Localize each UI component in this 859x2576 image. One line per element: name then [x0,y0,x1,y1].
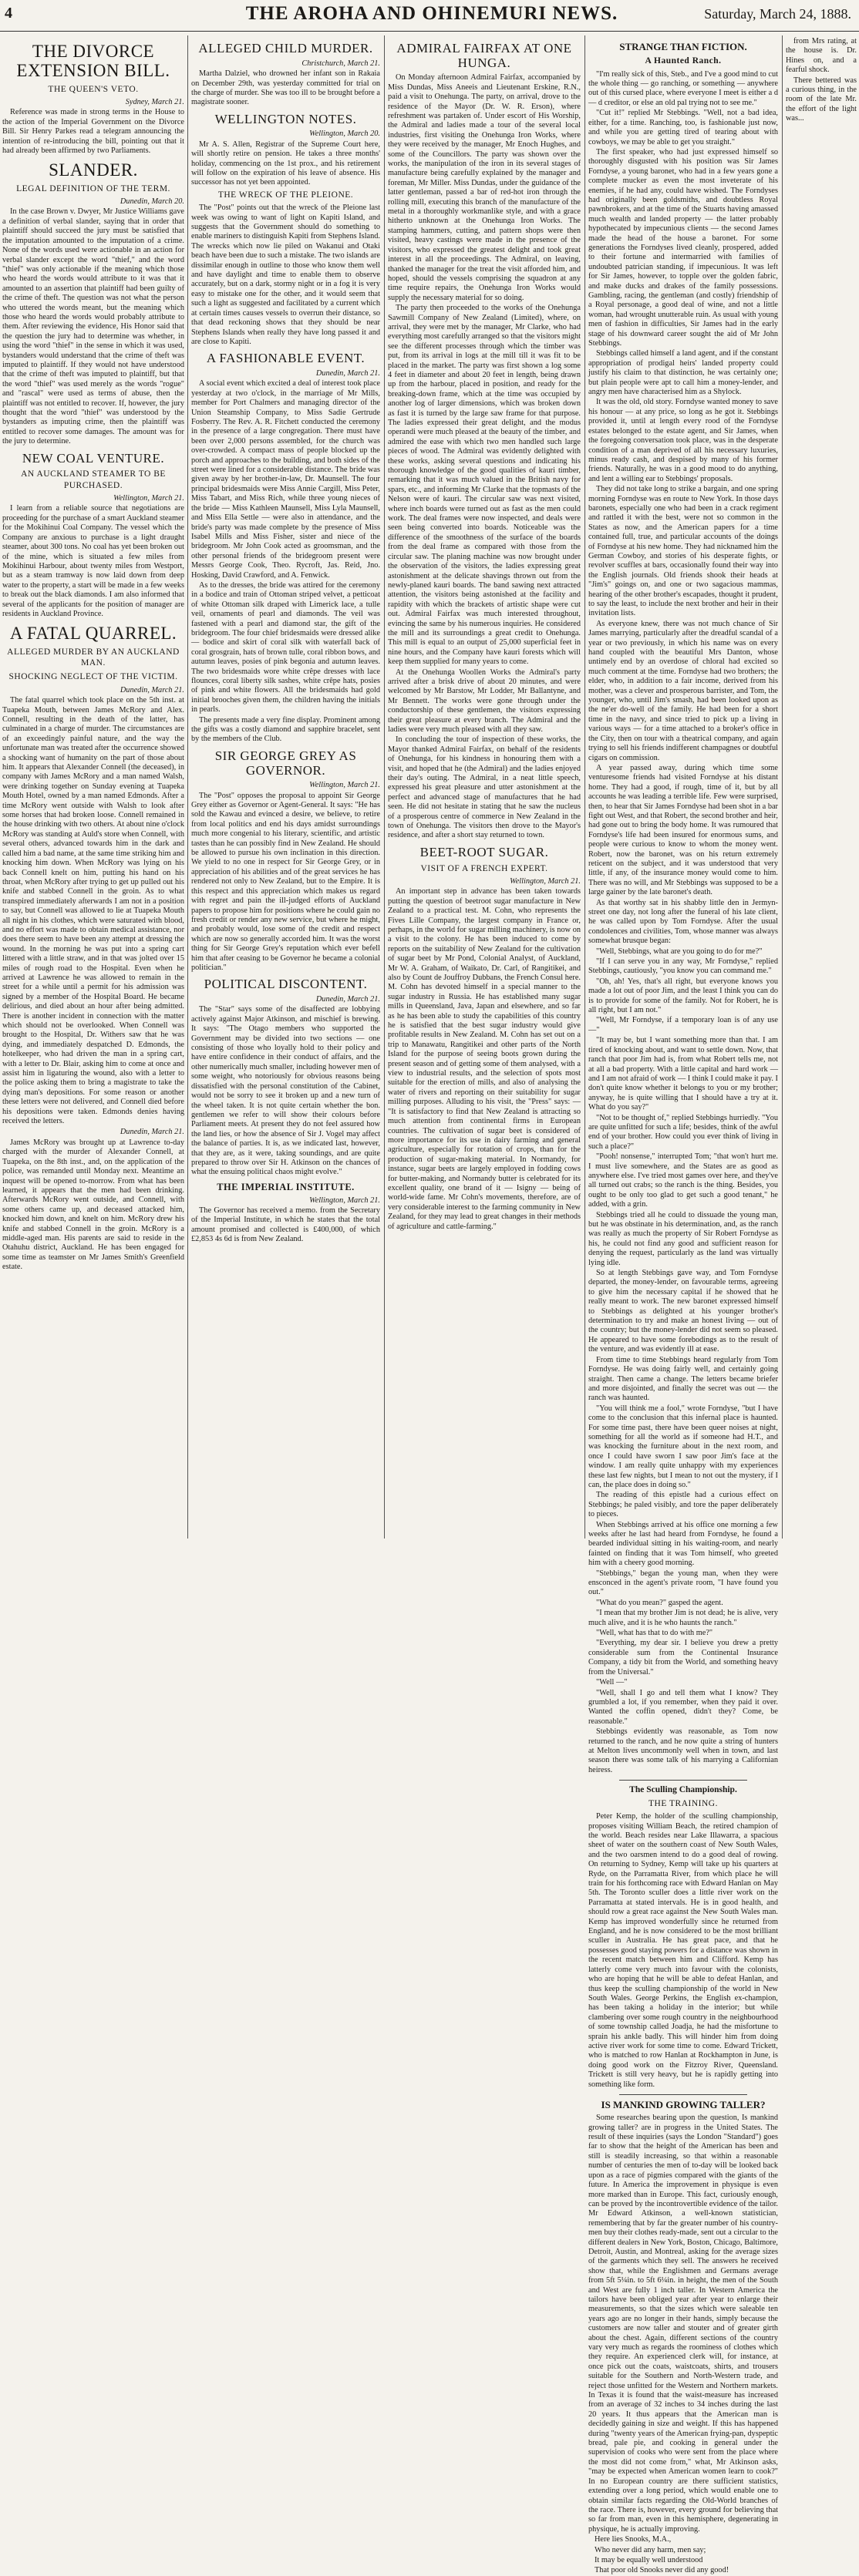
article-paragraph: Stebbings evidently was reasonable, as Tom now returned to the ranch, and he now quite a string of hunters at Melton lives uncommonly well when in town, and last season there was some talk of his marrying a Californian heiress. [588,1727,778,1774]
dateline: Dunedin, March 21. [120,685,184,694]
dateline: Dunedin, March 21. [315,369,380,378]
dateline: Wellington, March 21. [309,781,380,790]
article-paragraph: "Well, Mr Forndyse, if a temporary loan is of any use —" [588,1016,778,1034]
article-paragraph: On Monday afternoon Admiral Fairfax, accompanied by Miss Dundas, Miss Aneeis and Lieutenant Erskine, R.N., paid a visit to Onehunga. The party, on arrival, drove to the residence of the Mayor (Dr. W. R. Erson), where refreshment was partaken of. Under escort of His Worship, the Admiral and ladies made a tour of the several local industries, first visiting the Onehunga Iron Works, where they were received by the manager, Mr Enoch Hughes, and some of the Councillors. The party was shown over the works, the manipulation of the iron in its several stages of manufacture being carefully explained by the manager and foreman, Mr Miller. Miss Dundas, under the guidance of the latter gentleman, passed a bar of red-hot iron through the rolling mill, executing this branch of the manufacture of the metal in a thoroughly workmanlike style, and with a grace hitherto unknown at the Onehunga Iron Works. The stamping hammers, cutting, and pattern shops were then visited, heavy castings were made in the presence of the visitors, who expressed the greatest delight and took great interest in all the proceedings. The Admiral, on leaving, thanked the manager for the treat the visit afforded him, and hoped, should the vessels comprising the squadron at any time require repairs, the Onehunga Iron Works would supply the necessary material for so doing. [388,73,581,302]
article-paragraph: "Well, Stebbings, what are you going to do for me?" [596,947,763,956]
dateline: Wellington, March 21. [309,1196,380,1205]
article-paragraph: "Oh, ah! Yes, that's all right, but everyone knows you made a lot out of poor Jim, and the least I think you can do is to provide for some of the family. Not for Robert, he is all right, but I am not." [588,977,778,1015]
article-paragraph: The fatal quarrel which took place on the 5th inst. at Tuapeka Mouth, between James McRory and Alex. Connell, resulting in the death of the latter, has culminated in a charge of murder. The circumstances are of an exceedingly painful nature, and the way the unfortunate man was treated after the occurrence showed a shocking want of humanity on the part of those about him. It appears that Alexander Connell (the deceased), in company with James McRory and a man named Walsh, were drinking together on Sunday evening at Tuapeka Mouth Hotel, owned by a man named Edmonds. After a time McRory went outside with Walsh to look after some horses that had broken loose. Connell remained in the house drinking with two others. At about nine o'clock McRory was standing at Auld's store when Connell, with several others, advanced towards him in the dark and called him a bad name, at the same time striking him and knocking him down. When McRory was lying on his back Connell knelt on him, putting his hand on his throat, when McRory after trying to get up pulled out his knife and stabbed Connell in the groin. As to what transpired immediately afterwards I am not in a position to say, but Connell was allowed to lie at Tuapeka Mouth all night in his clothes, which were saturated with blood, and no effort was made to obtain medical assistance, nor does there seem to have been any attempt at dressing the wound. In the morning he was put into a spring cart littered with a little straw, and in that was jolted over 15 miles of rough road to the Hospital. Even when he arrived at Lawrence he was allowed to remain in the street for a while until a permit for his admission was signed by a member of the Hospital Board. He became delirious, and died about an hour after being admitted. There is another incident in connection with the matter which should not be overlooked. When Connell was brought to the Hospital, Dr. Withers saw that he was dying, and immediately despatched D. Edmonds, the hotelkeeper, who had driven the man in a spring cart, with a letter to Dr. Blair, asking him to come at once and assist him in ligaturing the wound, also with a letter to the police asking them to bring a magistrate to take the dying man's depositions. For some reason or another these letters were not delivered, and Connell died before his depositions were taken. Edmonds denies having received the letters. [2,696,184,1126]
dateline: Dunedin, March 21. [315,995,380,1004]
dateline: Wellington, March 21. [510,876,581,886]
article-paragraph: "If I can serve you in any way, Mr Forndyse," replied Stebbings, cautiously, "you know you can command me." [588,957,778,976]
article-paragraph: When Stebbings arrived at his office one morning a few weeks after he last had heard from Forndyse, he found a bearded individual sitting in his waiting-room, and nearly fainted on finding that it was Tom himself, who greeted him with a cheery good morning. [588,1520,778,1568]
article-headline: SLANDER. [49,160,138,180]
article-paragraph: As that worthy sat in his shabby little den in Jermyn-street one day, not long after the funeral of his late client, he was called upon by Tom Forndyse. After the usual condolences and civilities, Tom, whose manner was always somewhat brusque began: [588,898,778,946]
article-divider [619,1780,747,1781]
article-paragraph: "What do you mean?" gasped the agent. [596,1598,723,1607]
article-paragraph: The presents made a very fine display. Prominent among the gifts was a costly diamond and sapphire bracelet, sent by the members of the Club. [191,715,380,744]
verse-line: It may be equally well understood [595,2555,703,2564]
article-paragraph: As everyone knew, there was not much chance of Sir James marrying, particularly after the dreadful scandal of a year or two previously, in which his name was on every hand coupled with the beautiful Mrs Danton, whose untimely end by an overdose of chloral had excited so much comment at the time. Forndyse had two brothers; the elder, who, in addition to a fair income, derived from his mother, was a clever and prosperous barrister, and Tom, the younger, who, until Jim's smash, had been looked upon as the ne'er do-well of the family. He had been for a short time in the navy, and since tried to pick up a living in various ways — for a time attached to a broker's office in the City, then on tour with a theatrical company, and again trying to sell his friends indifferent champagnes or doubtful cigars on commission. [588,619,778,762]
article-paragraph: In concluding the tour of inspection of these works, the Mayor thanked Admiral Fairfax, on behalf of the residents of Onehunga, for his kindness in honouring them with a visit, and hoped that he (the Admiral) and the ladies enjoyed their day's outing. The Admiral, in a neat little speech, expressed his great pleasure and utter astonishment at the perfect and advanced stage of manufactures that he had seen. He did not hesitate in stating that he saw the nucleus of a prosperous centre of commerce in New Zealand in the town of Onehunga. The visitors then drove to the Mayor's residence, and after a short stay returned to town. [388,735,581,840]
article-paragraph: The first speaker, who had just expressed himself so thoroughly disgusted with his position was Sir James Forndyse, a young baronet, who had in a few years gone a complete mucker as even the most inveterate of his enemies, if he had any, could have wished. The Forndyses had originally been goldsmiths, and doubtless Royal pawnbrokers, and at the time of the Stuarts having amassed much wealth and landed property — the latter probably hypothecated by impecunious clients — the second James made the head of the house a baronet. For some generations the Forndyses lived cleanly, prospered, added to their fortune and intermarried with families of undoubted patrician standing, if impecunious. It was left for Sir James, however, to topple over the golden fabric, and make ducks and drakes of the family possessions. Gambling, racing, the gentleman (and costly) friendship of a Royal personage, a good deal of wine, and not a little woman, had wrought unutterable ruin. As usual with young men of fashion in difficulties, Sir James had in the early stage of his downward career sought the aid of Mr John Stebbings. [588,147,778,348]
article-headline: A FATAL QUARREL. [9,624,177,644]
article-paragraph: Peter Kemp, the holder of the sculling championship, proposes visiting William Beach, the retired champion of the world. Beach resides near Lake Illawarra, a spacious sheet of water on the southern coast of New South Wales, and the two oarsmen intend to do a good deal of rowing. On returning to Sydney, Kemp will take up his quarters at Ryde, on the Parramatta River, from which place he will train for his forthcoming race with Edward Hanlan on May 5th. The Toronto sculler does a little river work on the Parramatta at stated intervals. He is in good health, and should row a great race against the New South Wales man. Kemp has improved wonderfully since he returned from England, and he is now considered to be the most brilliant sculler in Australia. He has great pace, and that he possesses good staying powers for a distance was shown in the recent match between him and Clifford. Kemp has latterly come very much into favour with the colonists, who are hoping that he will be able to defeat Hanlan, and thus keep the sculling championship of the world in New South Wales. George Perkins, the English ex-champion, has been taking a holiday in the interior; but while clambering over some rough country in the neighbourhood of some township called Joadja, he had the misfortune to sprain his ankle badly. This will hinder him from doing active river work for some time to come. Edward Trickett, who is matched to row Hanlan at Rockhampton in June, is doing good work on the Fitzroy River, Queensland. Trickett is still very heavy, but he is rapidly getting into something like form. [588,1812,778,2089]
article-paragraph: A social event which excited a deal of interest took place yesterday at two o'clock, in the marriage of Mr Mills, member for Port Chalmers and managing director of the Union Steamship Company, to Miss Sadie Gertrude Fosberry. The Rev. A. R. Fitchett conducted the ceremony in the presence of a large congregation. There must have been over 2,000 persons assembled, for the church was over-crowded. A compact mass of people blocked up the porch and approaches to the building, and both sides of the street were lined for a considerable distance. The bride was given away by her brother-in-law, Dr. Maunsell. The four principal bridesmaids were Miss Annie Cargill, Miss Peter, Miss Tabart, and Miss Rich, while three young nieces of the bride — Miss Kathleen Maunsell, Miss Lyla Maunsell, and Miss Ella Settle — were also in attendance, and the bride's party was made complete by the presence of Miss Isabel Mills and Miss Fisher, sister and niece of the bridegroom. Mr John Cook acted as groomsman, and the other personal friends of the bridegroom present were Messrs George Cook, Theo. Rycroft, Jas. Reid, Jno. Hosking, David Crawford, and A. Fenwick. [191,379,380,580]
dateline: Wellington, March 21. [113,494,184,503]
article-paragraph: The reading of this epistle had a curious effect on Stebbings; he paled visibly, and tore the paper deliberately to pieces. [588,1491,778,1519]
article-paragraph: "Well, what has that to do with me?" [596,1629,713,1638]
article-paragraph: from Mrs rating, at the house is. Dr. Hines on, and a fearful shock. [786,37,857,75]
article-paragraph: "Not to be thought of," replied Stebbings hurriedly. "You are quite unfitted for such a life; besides, think of the awful end of your brother. How could you ever think of living in such a place?" [588,1113,778,1151]
dateline: Sydney, March 21. [125,97,184,106]
article-paragraph: There bettered was a curious thing, in the room of the late Mr. the effort of the light was... [786,76,857,123]
article-paragraph: So at length Stebbings gave way, and Tom Forndyse departed, the money-lender, on favourable terms, agreeing to give him the necessary capital if he showed that he really meant to work. The new baronet expressed himself to Stebbings as delighted at his younger brother's determination to try and make an honest living — out of the country; but the money-lender did not seem so pleased. He appeared to have some forebodings as to the result of the venture, and was evidently ill at ease. [588,1269,778,1354]
article-subheading: AN AUCKLAND STEAMER TO BE PURCHASED. [21,469,166,490]
article-paragraph: "Pooh! nonsense," interrupted Tom; "that won't hurt me. I must live somewhere, and the States are as good as anywhere else. I've tried most games over here, and they've all turned out crabs; so the ranch is the thing. Besides, you ought to be only too glad to get such a good tenant," he added, with a grin. [588,1152,778,1209]
article-headline: THE DIVORCE EXTENSION BILL. [16,42,170,81]
article-headline: IS MANKIND GROWING TALLER? [601,2098,766,2110]
article-paragraph: The "Post" points out that the wreck of the Pleione last week was owing to want of light on Kapiti Island, and suggests that the Government should do something to enable mariners to distinguish Kapiti from Stephens Island. The wrecks which now lie piled on Wakanui and Otaki beach have been due to such a mistake. The two islands are dissimilar enough in outline to those who know them well and have daylight and time to enable them to observe accurately, but on a dark, stormy night or in a fog it is very easy to mistake one for the other, and it would seem that such a light as suggested and facilitated by a current which at certain times causes vessels to overrun their distance, so that dead reckoning shows that they should be near Stephens Islands when really they have long passed it and are close to Kapiti. [191,203,380,346]
dateline: Wellington, March 20. [309,129,380,139]
article-paragraph: "Well —" [596,1678,628,1687]
article-headline: WELLINGTON NOTES. [214,111,357,126]
article-divider [619,2094,747,2095]
article-paragraph: Reference was made in strong terms in the House to the action of the Imperial Government on the Divorce Bill. Sir Henry Parkes read a telegram announcing the intention of re-introducing the bill, pointing out that it had already been affirmed by two Parliaments. [2,108,184,155]
article-headline: The Sculling Championship. [629,1785,737,1795]
article-headline: SIR GEORGE GREY AS GOVERNOR. [214,748,357,778]
verse-line: Who never did any harm, men say; [595,2545,706,2554]
article-paragraph: From time to time Stebbings heard regularly from Tom Forndyse. He was doing fairly well, and certainly going straight. Then came a change. The letters became briefer and more disjointed, and finally the secret was out — the ranch was haunted. [588,1355,778,1403]
article-paragraph: "I mean that my brother Jim is not dead; he is alive, very much alive, and it is he who haunts the ranch." [588,1609,778,1627]
article-paragraph: They did not take long to strike a bargain, and one spring morning Forndyse was en route to New York. In those days baronets, especially one who had been in a crack regiment and rattled it with the best, were not so common in the States as now, and the American papers for a time contained full, true, and particular accounts of the doings of Forndyse at his new home. They had nicknamed him the German Cowboy, and stories of his desperate fights, or revolver scuffles at bars, occasionally found their way into the English journals. Old friends shook their heads at "Jim's" goings on, and one or two sagacious mammas, hearing of the other brother's escapades, thought it prudent, to say the least, to include the next brother and heir in their invitation lists. [588,485,778,618]
column-1 [2,37,184,1539]
article-paragraph: The "Star" says some of the disaffected are lobbying actively against Major Atkinson, and mischief is brewing. It says: "The Otago members who supported the Government may be divided into two sections — one consisting of those who loyally hold to their policy and have entire confidence in their conduct of affairs, and the other numerically much smaller, including however men of some weight, who notoriously for obvious reasons being dissatisfied with the personal constitution of the Cabinet, would not be sorry to see it broken up and a new turn of the wheel taken. It is not quite certain whether the bon. gentlemen we refer to will show their colours before Parliament meets. At present they do not feel assured how the land lies, or how the absence of Sir J. Vogel may affect the balance of parties. It is, as we indicated last, however, that they are, as it were, taking soundings, and are quite prepared to throw over Sir H. Atkinson on the chances of what the ensuing political chaos might evolve." [191,1005,380,1177]
article-paragraph: "Cut it!" replied Mr Stebbings. "Well, not a bad idea, either, for a time. Ranching, too, is fashionable just now, and while you are getting tired of tearing about with cowboys, we may be able to get you straight." [588,109,778,146]
article-paragraph: At the Onehunga Woollen Works the Admiral's party arrived after a brisk drive of about 20 minutes, and were welcomed by Mr Barstow, Mr Lodder, Mr Ballantyne, and Mr Bennett. The works were gone through under the conductorship of these gentlemen, the visitors expressing their great pleasure at every branch. The Admiral and the ladies were very much pleased with all they saw. [388,668,581,734]
verse-line: That poor old Snooks never did any good! [595,2566,729,2575]
article-paragraph: "Well, shall I go and tell them what I know? They grumbled a lot, if you remember, when they paid it over. Wanted the coffin opened, didn't they? Come, be reasonable." [588,1688,778,1726]
article-subheading: SHOCKING NEGLECT OF THE VICTIM. [8,672,178,682]
article-paragraph: Martha Dalziel, who drowned her infant son in Rakaia on December 29th, was yesterday committed for trial on the charge of murder. She was too ill to be brought before a magistrate sooner. [191,69,380,107]
article-paragraph: It was the old, old story. Forndyse wanted money to save his honour — at any price, so long as he got it. Stebbings provided it, until at length every rood of the Forndyse estates belonged to the estate agent, and Sir James, when the foregoing conversation took place, was in the desperate condition of a man deprived of all his necessary luxuries, minus ready cash, and despised by many of his former friends. Naturally, he was in a good mood to do anything, and lent a willing ear to Stebbings' proposals. [588,398,778,483]
article-paragraph: The "Post" opposes the proposal to appoint Sir George Grey either as Governor or Agent-General. It says: "He has sold the Kawau and evinced a desire, we believe, to retire from local politics and end his days amidst surroundings much more congenial to his literary, scientific, and artistic tastes than he can possibly find in New Zealand. He should be allowed to pursue his own inclination in this direction. We yield to no one in respect for Sir George Grey, or in appreciation of his abilities and of the great services he has rendered not only to New Zealand, but to the Empire. It is this respect and this appreciation which makes us regard with regret and pain the ill-judged efforts of Auckland papers to propose him for positions where he could gain no fresh credit or render any new service, but where he might, and probably would, lose some of the credit and respect which are now so generally accorded him. It was the worst thing for Sir George Grey's reputation which ever befell him that after ceasing to be Governor he became a colonial politician." [191,791,380,972]
article-paragraph: "I'm really sick of this, Steb., and I've a good mind to cut the whole thing — go ranching, or something — anywhere out of this cursed place, where everyone I meet is either a d — d creditor, or else an old pal trying not to see me." [588,69,778,107]
article-headline: POLITICAL DISCONTENT. [204,977,368,992]
page-number: 4 [5,5,12,22]
article-headline: THE IMPERIAL INSTITUTE. [217,1181,355,1192]
article-paragraph: As to the dresses, the bride was attired for the ceremony in a bodice and train of Ottoman striped velvet, a petticoat of white Ottoman silk draped with Limerick lace, a tulle veil, ornaments of pearl and diamonds. The veil was fastened with a pearl and diamond star, the gift of the bridegroom. The four chief bridesmaids were dressed alike — bodice and skirt of coral silk with waterfall back of coral grosgrain, hats of brown tulle, coral ribbon bows, and autumn leaves, posies of pink begonia and autumn leaves. The two bridesmaids wore white crêpe dresses with lace flounces, coral liberty silk sashes, white crêpe hats, posies of pink and white flowers. All the bridesmaids had gold initial brooches given them, the children having the initials in pearls. [191,580,380,715]
article-headline: ALLEGED CHILD MURDER. [198,41,373,55]
dateline: Christchurch, March 21. [301,59,380,68]
article-paragraph: I learn from a reliable source that negotiations are proceeding for the purchase of a smart Auckland steamer for the Mokihinui Coal Company. The vessel which the Company are anxious to purchase is a light draught steamer, about 300 tons. No coal has yet been broken out of the mine, which is situated a few miles from Mokihinui Harbour, about twenty miles from Westport, but as a steam tramway is now laid down from deep water to the property, a start will be made in a few weeks to break out the black diamonds. I am also informed that several of the applicants for the position of manager are residents in Auckland Province. [2,504,184,618]
column-rule [584,35,585,1539]
article-paragraph: Mr A. S. Allen, Registrar of the Supreme Court here, will shortly retire on pension. He takes a three months' holiday, commencing on the 1st prox., and his retirement will follow on the expiration of his leave of absence. His successor has not yet been appointed. [191,140,380,187]
article-paragraph: "Everything, my dear sir. I believe you drew a pretty considerable sum from the Continental Insurance Company, a tidy bit from the World, and something heavy from the Universal." [588,1639,778,1676]
article-headline: STRANGE THAN FICTION. [619,41,747,52]
column-rule [384,35,385,1539]
article-subheading: THE WRECK OF THE PLEIONE. [217,190,354,200]
article-paragraph: In the case Brown v. Dwyer, Mr Justice Williams gave a definition of verbal slander, saying that in order that plaintiff should succeed the jury must be satisfied that the imputation amounted to the imputation of a crime. None of the words used were actionable in an action for verbal slander except the word "thief," and the word "thief" was only actionable if the meaning which those who heard the words would attribute to it was that it amounted to an assertion that plaintiff had been guilty of the crime of theft. The question was not what the person who uttered the words meant, but the meaning which those who heard the words would probably attribute to them. After reviewing the evidence, His Honor said that the question the jury had to determine was whether, in using the word "thief" in the sense in which it was used, bystanders would understand that the crime of theft was imputed to plaintiff. If they would not have understood that the crime of theft was imputed to plaintiff, but that the word "thief" was used merely as the words "rogue" and "rascal" were used as terms of abuse, then the plaintiff was not entitled to recover. If, however, the jury thought that the word "thief" was understood by the bystanders as imputing crime, then the plaintiff was entitled to recover some damages. The amount was for the jury to determine. [2,207,184,446]
dateline: Dunedin, March 21. [120,1128,184,1137]
article-headline: ADMIRAL FAIRFAX AT ONE HUNGA. [396,41,572,70]
issue-date: Saturday, March 24, 1888. [704,6,851,22]
column-rule [782,35,783,1539]
article-paragraph: A year passed away, during which time some venturesome friends had visited Forndyse at his distant home. They had a good, if rough, time of it, but by all accounts he was leading a terrible life. Few were surprised, then, to hear that Sir James Forndyse had been shot in a bar fight out West, and that Robert, the second brother and heir, had gone out to bring the body home. It was rumoured that Forndyse's life had been insured for enormous sums, and people were curious to know to whom the money went. Robert, now the baronet, was on his return extremely reticent on the subject, and it was understood that very little, if any, of the insurance money would come to him. There was no will, and Mr Stebbings was supposed to be a large gainer by the late baronet's death. [588,763,778,897]
article-subheading: A Haunted Ranch. [645,56,722,66]
article-paragraph: Some researches bearing upon the question, Is mankind growing taller? are in progress in the United States. The result of these inquiries (says the London "Standard") goes far to show that the height of the American has been and still is steadily increasing, so that within a reasonable number of centuries the men of to-day will be looked back upon as a race of pigmies compared with the giants of the future. In America the improvement in physique is even more marked than in Europe. This fact, curiously enough, can be proved by the incontrovertible evidence of the tailor. Mr Edward Atkinson, a well-known statistician, remembering that by far the greater number of his country-men buy their clothes ready-made, sent out a circular to the different dealers in New York, Boston, Chicago, Baltimore, Detroit, Austin, and Montreal, asking for the average sizes of the garments which they sell. The answers he received show that, while the Englishmen and Germans average from 5ft 5¼in. to 5ft 6¼in. in height, the men of the South and West are fully 1 inch taller. In Western America the tailors have been obliged year after year to enlarge their measurements, so that the sizes which were saleable ten years ago are no longer in their hands, simply because the customers are now taller and stouter and of greater girth about the chest. Again, different sections of the country vary very much as regards the roominess of clothes which they require. An experienced clerk will, for instance, at once pick out the coats, waistcoats, shirts, and trousers suitable for the Southern and North-Western trade, and reject those unfitted for the Western and Northern markets. In Texas it is found that the waist-measure has increased from an average of 32 inches to 34 inches during the last 20 years. It thus appears that the American man is decidedly gaining in size and weight. If this has happened during "twenty years of the American frying-pan, dyspeptic bread, pale pie, and cooking in general under the supervision of cooks who were sent from the place where the most did not come from," what, Mr Atkinson asks, "may be expected when American women learn to cook?" In no European country are there sufficient statistics, extending over a long period, which would enable one to obtain similar facts regarding the Old-World branches of the race. There is, however, every ground for believing that so far from man, even in this hemisphere, degenerating in physique, he is actually improving. [588,2114,778,2534]
column-5 [786,37,857,1539]
article-headline: NEW COAL VENTURE. [22,450,165,466]
article-paragraph: An important step in advance has been taken towards putting the question of beetroot sugar manufacture in New Zealand to a practical test. M. Cohn, who represents the Fives Lille Company, the largest company in France or, perhaps, in the world for sugar milling machinery, is now on a visit to the colony. He has been induced to come by reports on the suitability of New Zealand for the cultivation of sugar beet by Mr Pond, Colonial Analyst, of Auckland, Mr W. A. Graham, of Waikato, Dr. Carl, of Rangitikei, and also by Count de Jouffroy Dubbans, the French Consul here. M. Cohn has devoted himself in a special manner to the sugar industry in Russia. He has established many sugar mills in Queensland, Java, Japan and elsewhere, and so far as he has been able to study the capabilities of this country he is satisfied that the best sugar industry would give profitable results in New Zealand. M. Cohn has set out on a trip to Manawatu, Rangitikei and other parts of the North Island for the purpose of seeing boots grown during the present season and of getting some of them analysed, with a view to industrial results, and the selection of spots most suitable for the erection of mills, and also of analysing the water of rivers and reporting on their suitability for sugar milling purposes. Alluding to his visit, the "Press" says: — "It is satisfactory to find that New Zealand is attracting so much attention from continental firms in European countries. The cultivation of sugar beet is considered of more importance for its use in dairy farming and general agriculture, especially for rotation of crops, than for the production of sugar-making material. In Normandy, for instance, sugar beets are largely employed in fodding cows for butter-making, and Normandy butter is celebrated for its excellent quality, one brand of it — Isigny — being of world-wide fame. Mr Cohn's movements, therefore, are of very considerable interest to the farming community in New Zealand, for they may lead to great changes in their methods of agriculture and cattle-farming." [388,887,581,1231]
article-paragraph: "You will think me a fool," wrote Forndyse, "but I have come to the conclusion that this infernal place is haunted. For some time past, there have been queer noises at night, something for all the world as if someone had H.T., and was knocking the furniture about in the next room, and once I could have sworn I saw poor Jim's face at the window. I am really quite unhappy with my experiences these last few nights, but I mean to not out the mystery, if I can, the place does in doing so." [588,1404,778,1489]
masthead [0,0,859,32]
article-paragraph: The party then proceeded to the works of the Onehunga Sawmill Company of New Zealand (Limited), where, on arrival, they were met by the manager, Mr Clarke, who had everything most carefully arranged so that the visitors might see the different processes through which the timber was put, from its arrival in logs at the mill till it was fit to be placed in the market. The party was first shown a log some 4 feet in diameter and about 20 feet in length, being drawn up from the harbour, placed in position, and ready for the breaking-down frame, which at the time was occupied by another log of larger dimensions, which was broken down as fast it is turned by the large saw frame for that purpose. The ladies expressed their great delight, and the modus operandi were much pleased at the beauty of the timber, and admired the ease with which two men handled such large pieces of wood. The Admiral was evidently delighted with these works, asking several questions and indicating his thorough knowledge of the good qualities of kauri timber, remarking that it was much valued in the British navy for spars, etc., and informing Mr Clarke that the topmasts of the Nelson were of kauri. The circular saw was next visited, where inch boards were turned out as fast as the men could work. The deal frames were now inspected, and deals were seen being converted into boards. Noticeable was the difference of the smoothness of the surface of the boards from the deal frame as compared with those from the circular saw. The planing machine was now brought under the observation of the visitors, the ladies expressing great astonishment at the delicate shavings thrown out from the newly-planed kauri boards. The band sawing next attracted attention, the visitors being astonished at the facility and rapidity with which the brackets of artistic shape were cut out. Admiral Fairfax was much interested throughout, evincing the same by his numerous inquiries. He considered the mill and its surroundings a great credit to Onehunga. This mill is equal to an output of 25,000 superficial feet in nine hours, and the Company have kauri forests which will keep them supplied for many years to come. [388,304,581,667]
verse-line: Here lies Snooks, M.A., [595,2535,672,2544]
article-paragraph: James McRory was brought up at Lawrence to-day charged with the murder of Alexander Connell, at Tuapeka, on the 8th inst., and, on the application of the police, was remanded until Monday next. Meantime an inquest will be opened to-morrow. From what has been learned, it appears that the men had been drinking. Afterwards McRory went outside, and Connell, with some others came up, and deceased attacked him, knocked him down, and knelt on him. McRory drew his knife and stabbed Connell in the groin. McRory is a middle-aged man. His parents are said to reside in the Otahuhu district, Auckland. He has been engaged for some time as teamster on Mr James Smith's Greenfield estate. [2,1138,184,1272]
article-paragraph: Stebbings tried all he could to dissuade the young man, but he was obstinate in his determination, and, as the ranch was really as much the property of Sir Robert Forndyse as his, he could not find any good and sufficient reason for denying the request, particularly as the land was virtually lying idle. [588,1210,778,1267]
article-subheading: THE QUEEN'S VETO. [48,84,139,94]
article-subheading: LEGAL DEFINITION OF THE TERM. [16,183,170,193]
newspaper-title: THE AROHA AND OHINEMURI NEWS. [245,3,618,24]
article-subheading: VISIT OF A FRENCH EXPERT. [420,863,548,873]
column-2 [191,37,380,1539]
column-rule [187,35,188,1539]
article-paragraph: The Governor has received a memo. from the Secretary of the Imperial Institute, in which he states that the total amount promised and collected is £400,000, of which £2,853 4s 6d is from New Zealand. [191,1206,380,1244]
column-4 [588,37,778,2575]
dateline: Dunedin, March 20. [120,197,184,207]
article-headline: BEET-ROOT SUGAR. [419,844,549,859]
article-paragraph: "It may be, but I want something more than that. I am tired of knocking about, and want to settle down. Now, that ranch that poor Jim had is, from what Robert tells me, not at all a bad property. With a little capital and hard work — and I am not afraid of work — I think I could make it pay. I don't quite know whether it belongs to you or my brother; anyway, he is quite willing that I should have a try at it. What do you say?" [588,1036,778,1112]
column-3 [388,37,581,1539]
article-paragraph: Stebbings called himself a land agent, and if the constant appropriation of prodigal heirs' landed property could justify his claim to that distinction, he was certainly one; but plain people were apt to call him a money-lender, and angry men have characterised him as a Shylock. [588,349,778,397]
article-headline: A FASHIONABLE EVENT. [206,351,365,366]
article-paragraph: "Stebbings," began the young man, when they were ensconced in the agent's private room, "I have found you out." [588,1569,778,1597]
article-subheading: ALLEGED MURDER BY AN AUCKLAND MAN. [7,647,180,668]
article-subheading: THE TRAINING. [648,1798,718,1808]
